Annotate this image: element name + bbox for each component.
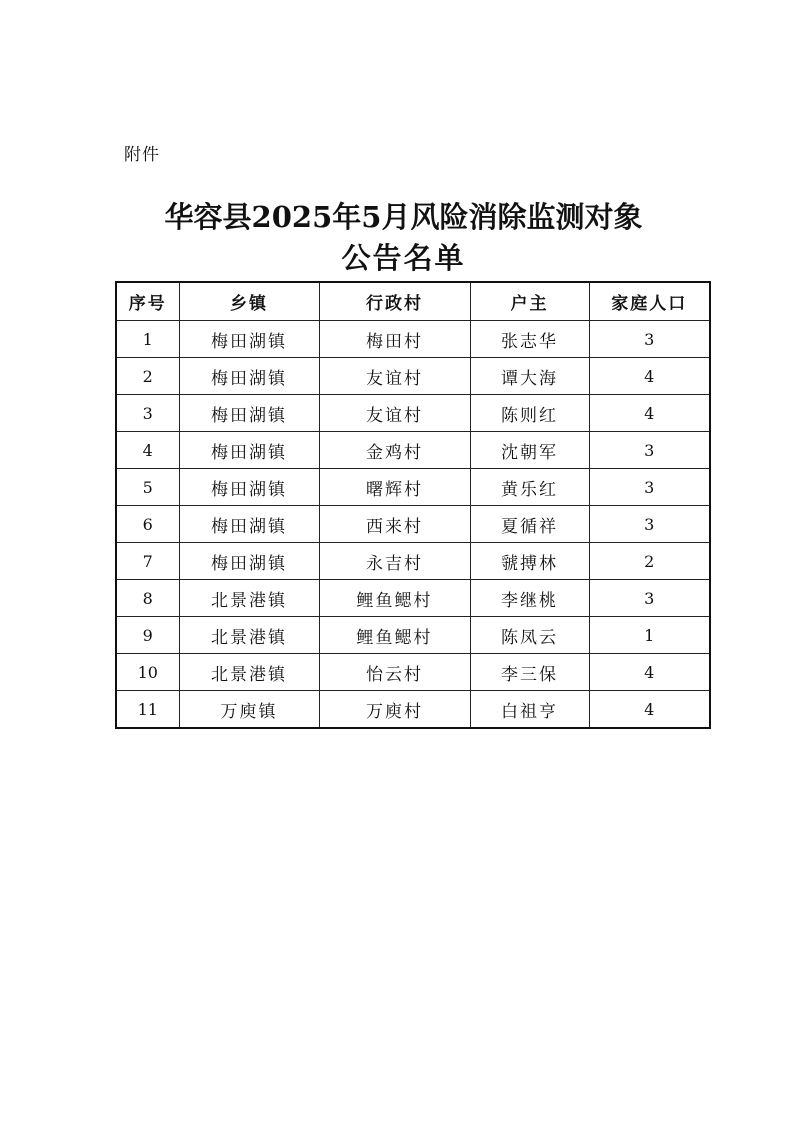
cell-town: 北景港镇 (179, 654, 319, 691)
cell-no: 3 (116, 395, 179, 432)
cell-family-size: 2 (589, 543, 710, 580)
cell-household-head: 张志华 (470, 321, 589, 358)
cell-village: 永吉村 (319, 543, 470, 580)
cell-household-head: 虢搏林 (470, 543, 589, 580)
cell-town: 北景港镇 (179, 617, 319, 654)
column-header-no: 序号 (116, 282, 179, 321)
cell-family-size: 4 (589, 395, 710, 432)
table-row (116, 691, 710, 729)
column-header-village: 行政村 (319, 282, 470, 321)
document-subtitle: 公告名单 (341, 241, 466, 275)
cell-family-size: 3 (589, 432, 710, 469)
cell-town: 北景港镇 (179, 580, 319, 617)
cell-no: 9 (116, 617, 179, 654)
table-row (116, 358, 710, 395)
cell-town: 梅田湖镇 (179, 432, 319, 469)
cell-household-head: 谭大海 (470, 358, 589, 395)
cell-family-size: 3 (589, 321, 710, 358)
cell-village: 金鸡村 (319, 432, 470, 469)
cell-village: 曙辉村 (319, 469, 470, 506)
table-header-row (116, 282, 710, 321)
cell-town: 梅田湖镇 (179, 543, 319, 580)
column-header-household-head: 户主 (470, 282, 589, 321)
table-row (116, 506, 710, 543)
table-row (116, 395, 710, 432)
cell-family-size: 1 (589, 617, 710, 654)
cell-town: 万庾镇 (179, 691, 319, 729)
cell-town: 梅田湖镇 (179, 469, 319, 506)
cell-family-size: 3 (589, 469, 710, 506)
cell-household-head: 白祖亨 (470, 691, 589, 729)
cell-household-head: 陈凤云 (470, 617, 589, 654)
cell-no: 10 (116, 654, 179, 691)
column-header-town: 乡镇 (179, 282, 319, 321)
column-header-family-size: 家庭人口 (589, 282, 710, 321)
cell-family-size: 4 (589, 358, 710, 395)
cell-village: 怡云村 (319, 654, 470, 691)
cell-household-head: 黄乐红 (470, 469, 589, 506)
cell-village: 友谊村 (319, 395, 470, 432)
table-row (116, 580, 710, 617)
attachment-label: 附件 (124, 145, 160, 165)
cell-no: 11 (116, 691, 179, 729)
cell-no: 7 (116, 543, 179, 580)
table-row (116, 469, 710, 506)
cell-village: 鲤鱼鳃村 (319, 617, 470, 654)
cell-no: 4 (116, 432, 179, 469)
cell-household-head: 李三保 (470, 654, 589, 691)
table-row (116, 617, 710, 654)
cell-household-head: 李继桃 (470, 580, 589, 617)
cell-household-head: 沈朝军 (470, 432, 589, 469)
document-title: 华容县2025年5月风险消除监测对象 (164, 200, 643, 234)
cell-no: 5 (116, 469, 179, 506)
cell-town: 梅田湖镇 (179, 395, 319, 432)
roster-table (115, 281, 711, 729)
cell-no: 1 (116, 321, 179, 358)
cell-family-size: 4 (589, 654, 710, 691)
cell-no: 6 (116, 506, 179, 543)
cell-village: 万庾村 (319, 691, 470, 729)
cell-town: 梅田湖镇 (179, 358, 319, 395)
cell-family-size: 3 (589, 506, 710, 543)
cell-family-size: 4 (589, 691, 710, 729)
table-row (116, 654, 710, 691)
cell-family-size: 3 (589, 580, 710, 617)
cell-town: 梅田湖镇 (179, 321, 319, 358)
cell-town: 梅田湖镇 (179, 506, 319, 543)
cell-village: 鲤鱼鳃村 (319, 580, 470, 617)
cell-no: 2 (116, 358, 179, 395)
table-row (116, 432, 710, 469)
cell-no: 8 (116, 580, 179, 617)
cell-household-head: 陈则红 (470, 395, 589, 432)
cell-village: 友谊村 (319, 358, 470, 395)
table-row (116, 321, 710, 358)
cell-village: 梅田村 (319, 321, 470, 358)
table-row (116, 543, 710, 580)
cell-village: 西来村 (319, 506, 470, 543)
cell-household-head: 夏循祥 (470, 506, 589, 543)
